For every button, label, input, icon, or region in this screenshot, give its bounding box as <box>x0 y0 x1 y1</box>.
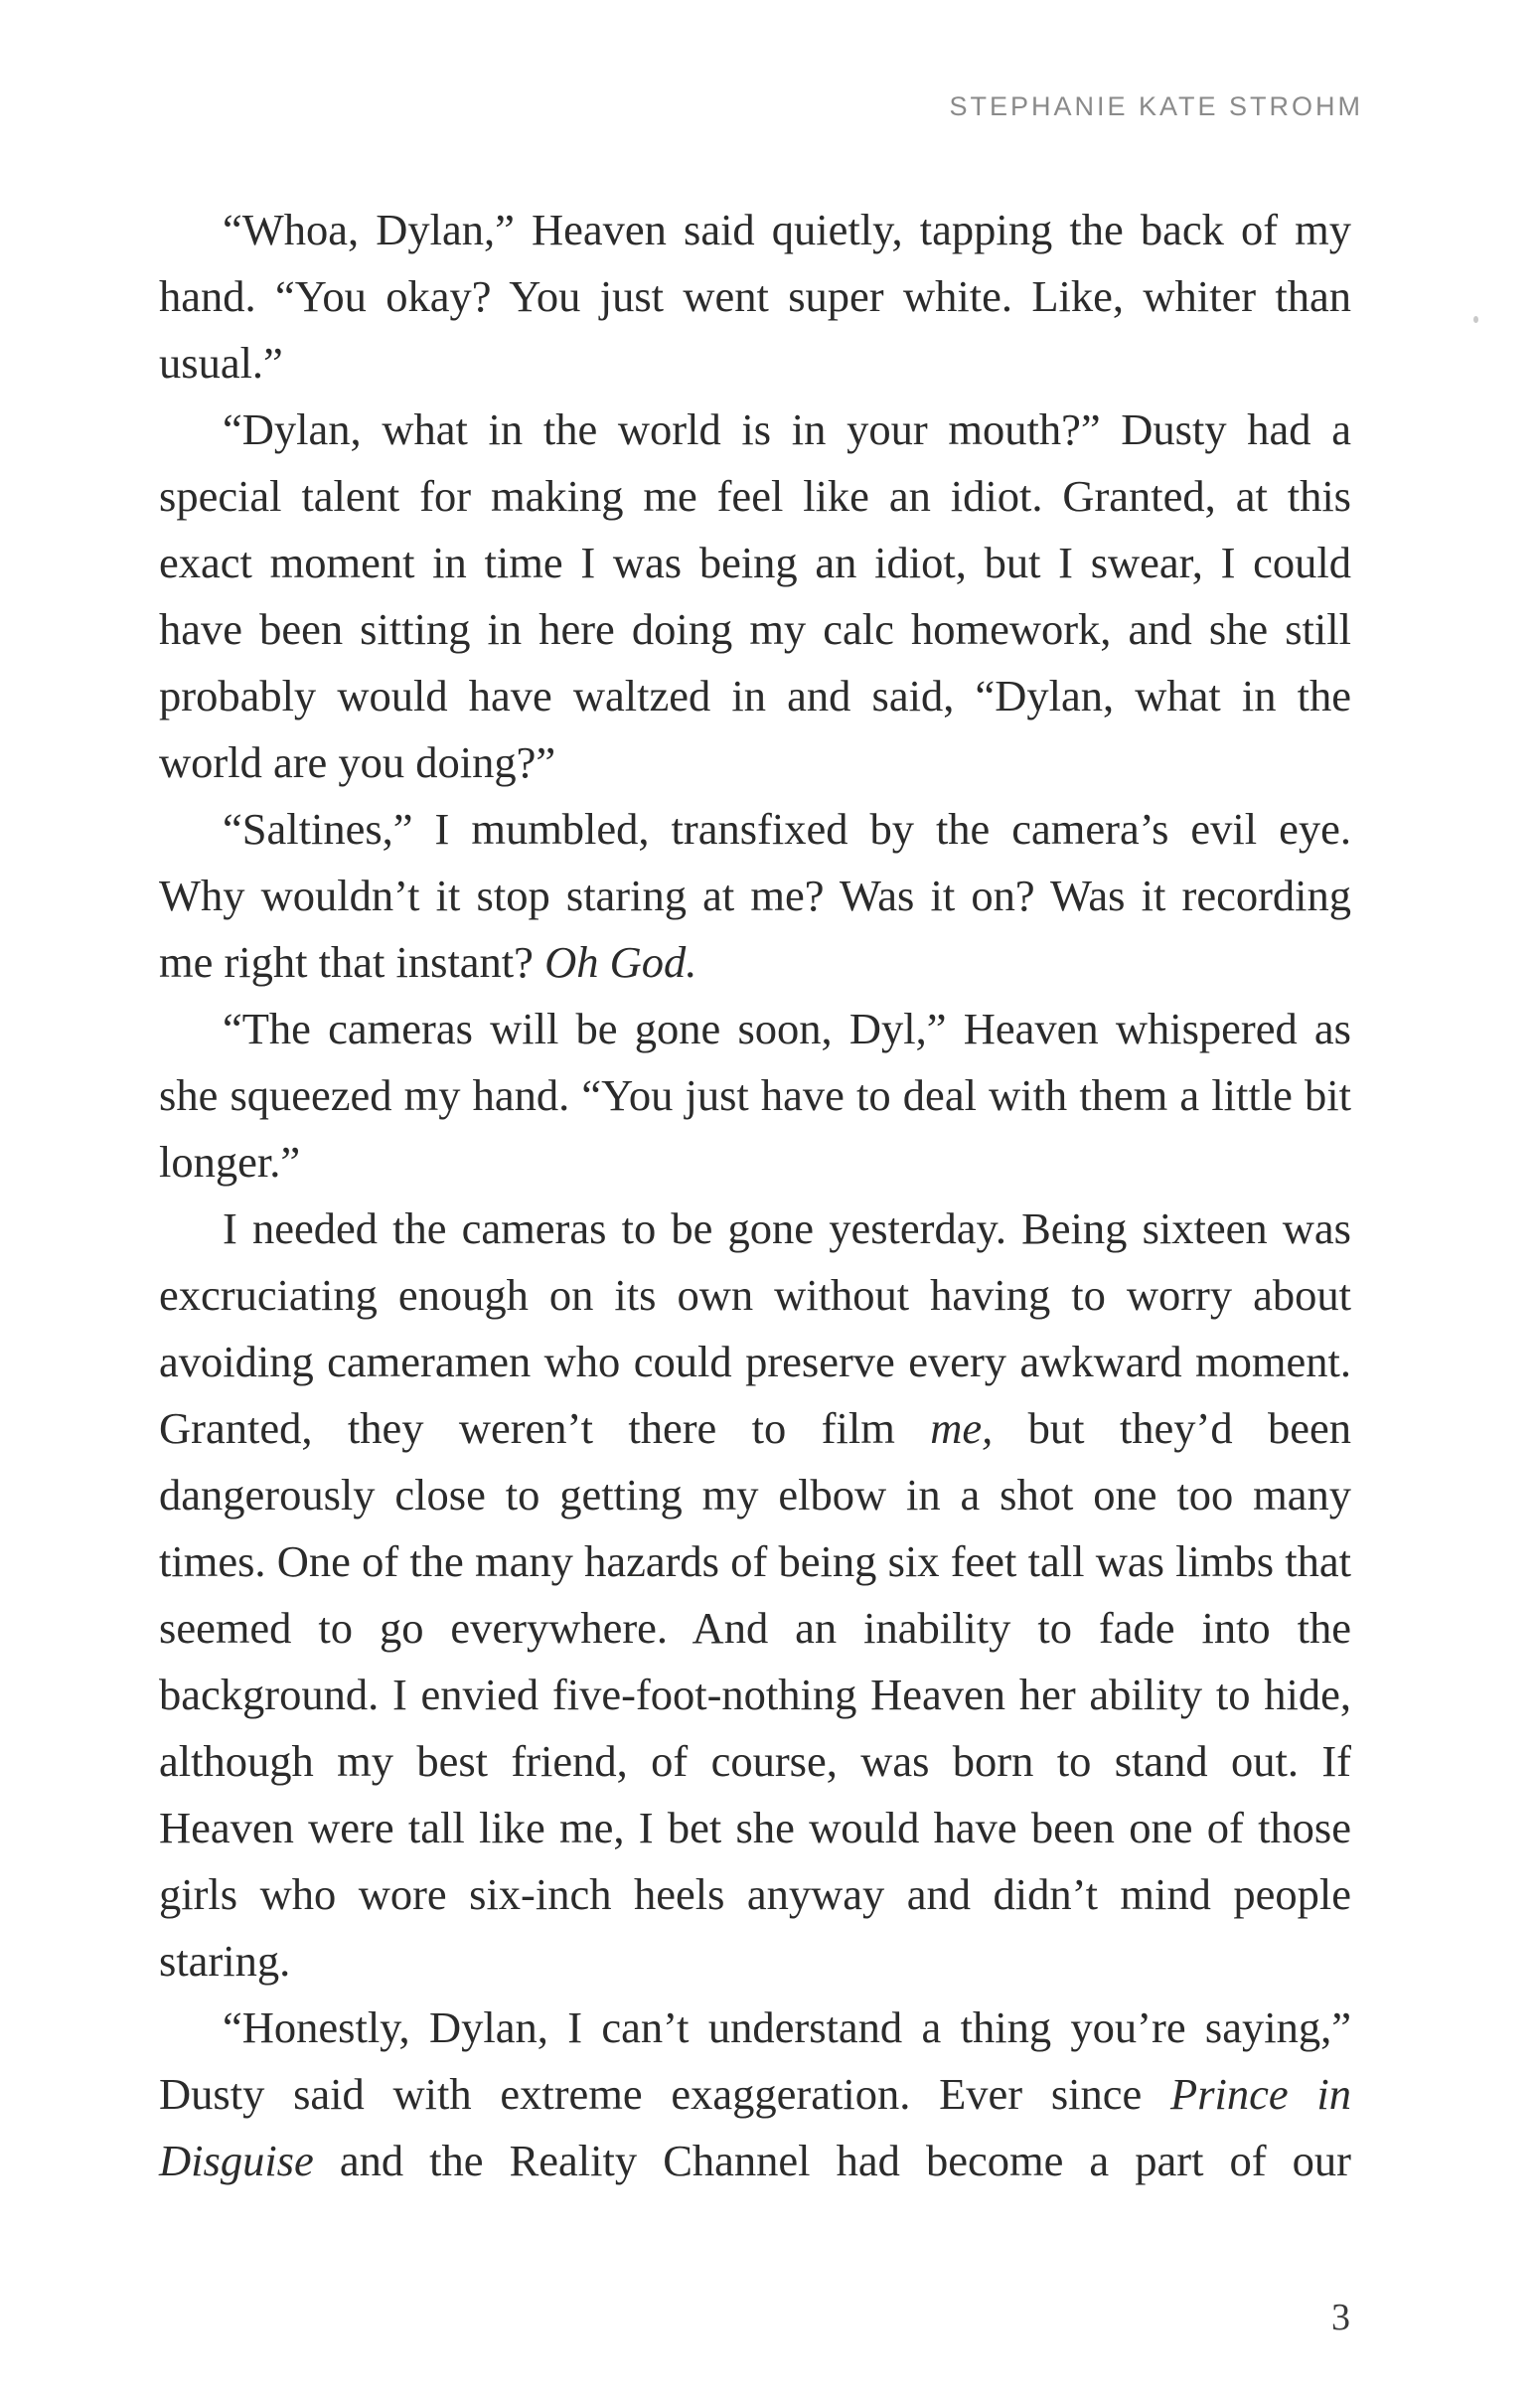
paragraph-text: “Honestly, Dylan, I can’t understand a thing you’re saying,” Dusty said with extreme exaggeration. Ever since <box>159 2002 1351 2119</box>
italic-text: me, <box>930 1403 994 1453</box>
body-paragraph <box>159 1196 1351 1995</box>
paragraph-text: and the Reality Channel had become a part of our <box>313 2136 1351 2185</box>
running-head: STEPHANIE KATE STROHM <box>949 91 1363 121</box>
body-paragraph <box>159 996 1351 1196</box>
body-paragraph <box>159 197 1351 397</box>
body-paragraph <box>159 1995 1351 2194</box>
italic-text: Prince in Disguise <box>159 2069 1351 2185</box>
paragraph-text: “Whoa, Dylan,” Heaven said quietly, tapping the back of my hand. “You okay? You just went super white. Like, whiter than usual.” <box>159 205 1351 388</box>
body-paragraph <box>159 796 1351 996</box>
paragraph-text: “Dylan, what in the world is in your mouth?” Dusty had a special talent for making me feel like an idiot. Granted, at this exact moment in time I was being an idiot, but I swear, I could have been sitting in here doing my calc homework, and she still probably would have waltzed in and said, “Dylan, what in the world are you doing?” <box>159 404 1351 787</box>
body-paragraph <box>159 397 1351 796</box>
italic-text: Oh God. <box>544 937 697 987</box>
paragraph-text: I needed the cameras to be gone yesterday. Being sixteen was excruciating enough on its own without having to worry about avoiding cameramen who could preserve every awkward moment. Granted, they weren’t there to film <box>159 1203 1351 1453</box>
body-text <box>159 197 1351 2194</box>
paragraph-text: “Saltines,” I mumbled, transfixed by the camera’s evil eye. Why wouldn’t it stop staring at me? Was it on? Was it recording me right that instant? <box>159 804 1351 987</box>
page-number: 3 <box>1331 2297 1350 2338</box>
paragraph-text: but they’d been dangerously close to getting my elbow in a shot one too many times. One of the many hazards of being six feet tall was limbs that seemed to go everywhere. And an inability to fade into the background. I envied five-foot-nothing Heaven her ability to hide, although my best friend, of course, was born to stand out. If Heaven were tall like me, I bet she would have been one of those girls who wore six-inch heels anyway and didn’t mind people staring. <box>159 1403 1351 1986</box>
paragraph-text: “The cameras will be gone soon, Dyl,” Heaven whispered as she squeezed my hand. “You just have to deal with them a little bit longer.” <box>159 1004 1351 1187</box>
paper-speck <box>1473 316 1478 323</box>
